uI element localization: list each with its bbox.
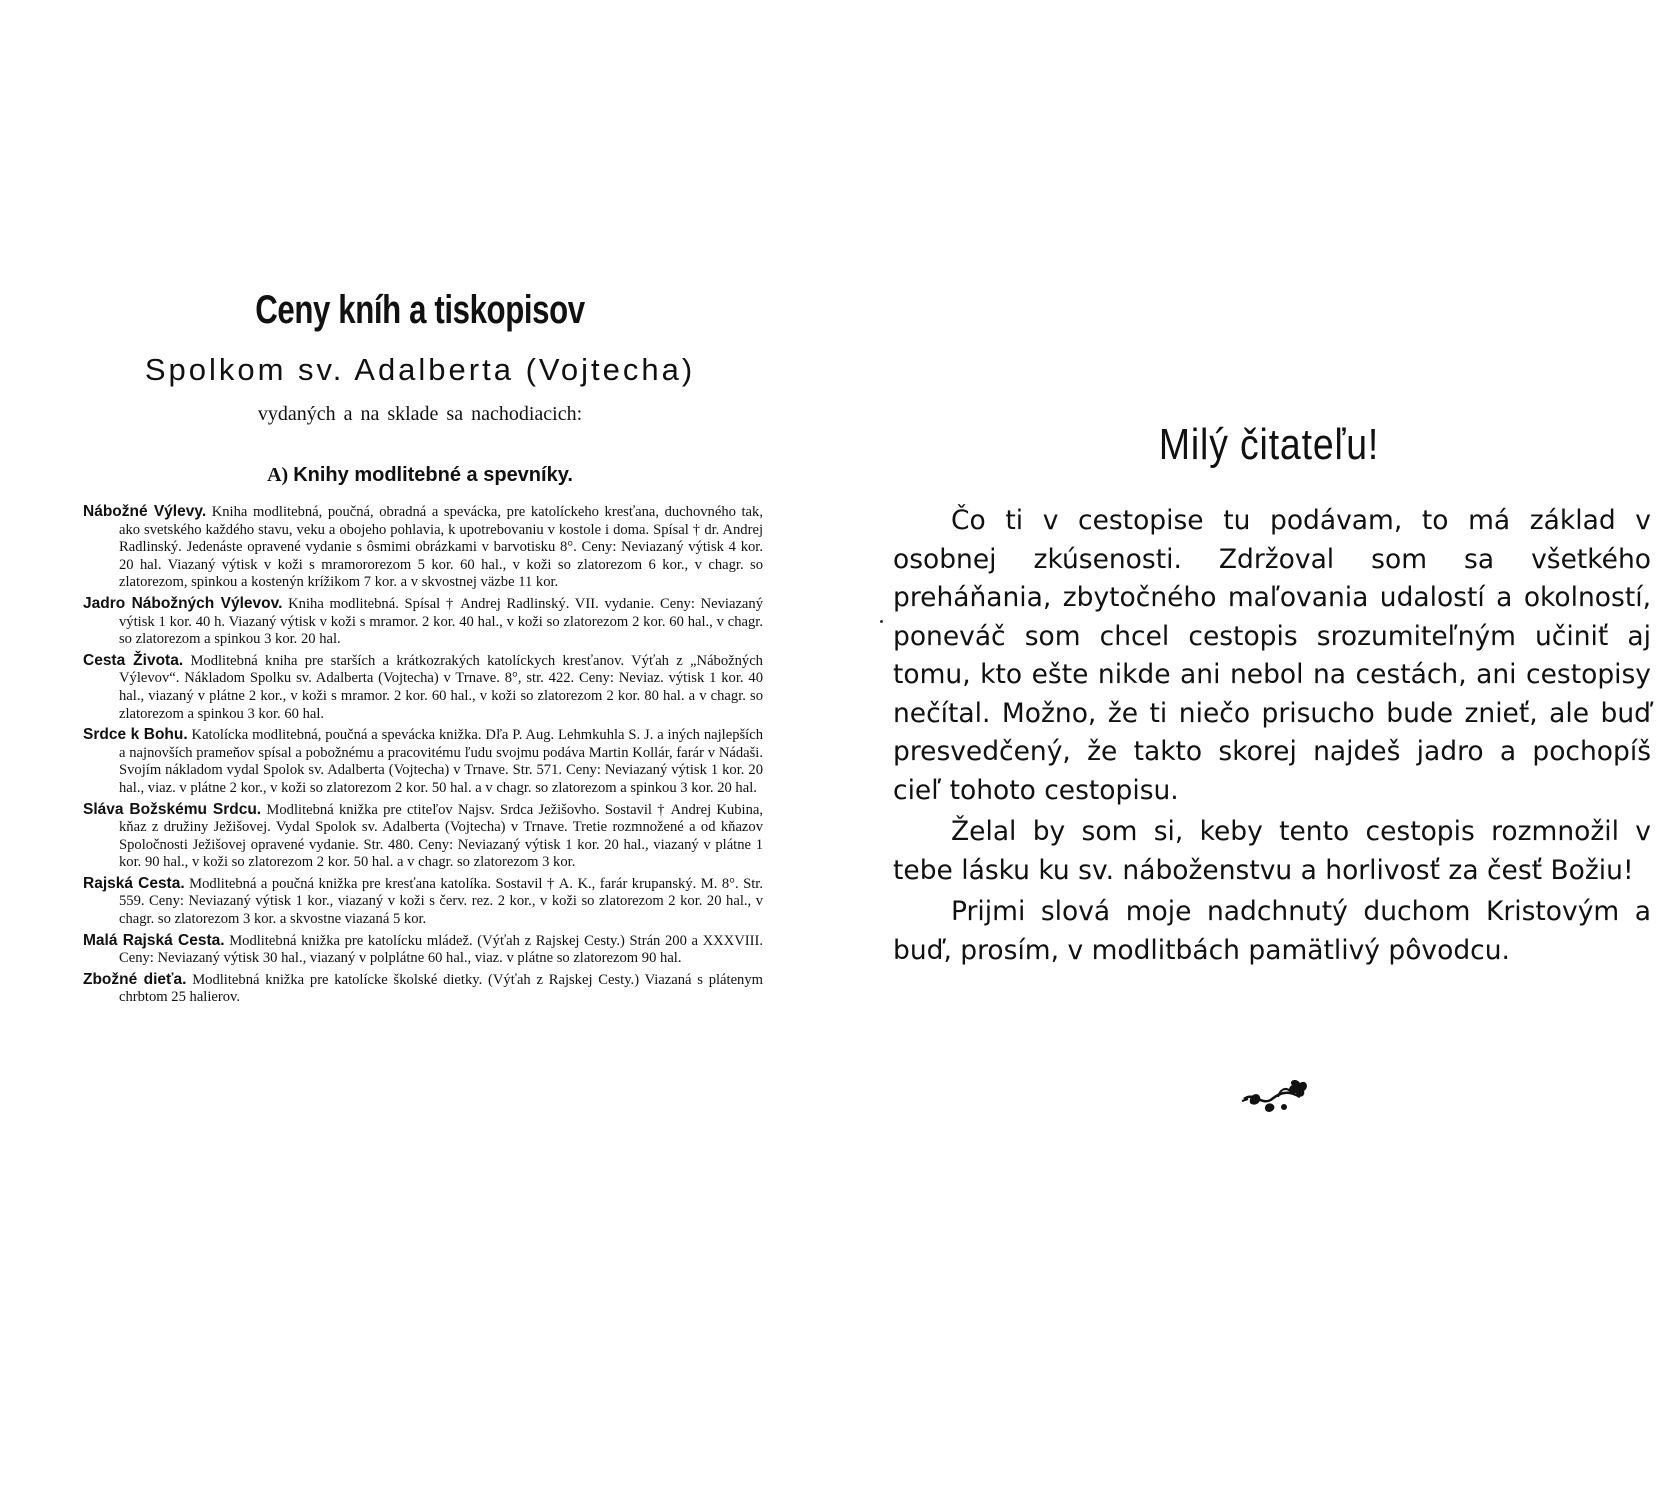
book-entry <box>83 932 763 968</box>
book-list <box>83 503 763 1010</box>
book-title: Nábožné Výlevy. <box>83 503 207 520</box>
book-description: Modlitebná a poučná knižka pre kresťana katolíka. Sostavil † A. K., farár krupanský. M. 8°. Str. 559. Ceny: Neviazaný výtisk 1 kor., viazaný v koži s červ. rez. 2 kor., v koži so zlatorezom 2 kor. 20 hal., v chagr. so zlatorezom 3 kor. a skvostne viazaná 5 kor. <box>119 875 763 928</box>
book-description: Kniha modlitebná, poučná, obradná a spevácka, pre katolíckeho kresťana, duchovného tak, ako svetského každého stavu, veku a obojeho pohlavia, k upotrebovaniu v kostole i doma. Spísal † dr. Andrej Radlinský. Jedenáste opravené vydanie s ôsmimi obrázkami v barvotisku 8°. Ceny: Neviazaný výtisk 4 kor. 20 hal. Viazaný výtisk v koži s mramororezom 5 kor. 60 hal., v koži so zlatorezom 6 kor., v chagr. so zlatorezom, spinkou a kostenýn krížikom 7 kor. a v skvostnej väzbe 11 kor. <box>119 504 763 591</box>
book-entry <box>83 801 763 872</box>
book-entry <box>83 652 763 723</box>
section-label: Knihy modlitebné a spevníky. <box>293 464 573 486</box>
book-description: Modlitebná knižka pre ctiteľov Najsv. Srdca Ježišovho. Sostavil † Andrej Kubina, kňaz z družiny Ježišovej. Vydal Spolok sv. Adalberta (Vojtecha) v Trnave. Tretie rozmnožené a od kňazov Spoločnosti Ježišovej opravené vydanie. Str. 480. Ceny: Neviazaný výtisk 1 kor. 20 hal., viazaný v plátne 1 kor. 90 hal., v koži so zlatorezom 2 kor. 50 hal. a v chagr. so zlatorezom 3 kor. <box>119 801 764 871</box>
book-description: Modlitebná kniha pre starších a krátkozrakých katolíckych kresťanov. Výťah z „Nábožných Výlevov“. Nákladom Spolku sv. Adalberta (Vojtecha) v Trnave. 8°, str. 422. Ceny: Neviaz. výtisk 1 kor. 40 hal., viazaný v plátne 2 kor., v koži s mramor. 2 kor. 60 hal., v koži so zlatorezom 2 kor. 80 hal. a v chagr. so zlatorezom a spinkou 3 kor. 60 hal. <box>119 652 763 722</box>
floral-vignette-icon <box>1240 1077 1312 1117</box>
price-list-title: Ceny kníh a tiskopisov <box>255 288 585 332</box>
book-entry <box>83 726 763 797</box>
book-title: Malá Rajská Cesta. <box>83 931 225 949</box>
book-description: Modlitebná knižka pre katolícku mládež. (Výťah z Rajskej Cesty.) Strán 200 a XXXVIII. Ceny: Neviazaný výtisk 30 hal., viazaný v polplátne 60 hal., viaz. v plátne so zlatorezom 90 hal. <box>119 932 763 967</box>
section-heading <box>60 464 780 487</box>
foreword-paragraph: Čo ti v cestopise tu podávam, to má základ v osobnej zkúsenosti. Zdržoval som sa všetkého preháňania, zbytočného maľovania udalostí a okolností, poneváč som chcel cestopis srozumiteľným učiniť aj tomu, kto ešte nikde ani nebol na cestách, ani cestopisy nečítal. Možno, že ti niečo prisucho bude znieť, ale buď presvedčený, že takto skorej najdeš jadro a pochopíš cieľ tohoto cestopisu. <box>893 505 1651 806</box>
reader-greeting-heading: Milý čitateľu! <box>1158 420 1380 469</box>
book-title: Sláva Božskému Srdcu. <box>83 800 262 818</box>
book-title: Cesta Života. <box>83 651 184 669</box>
book-title: Rajská Cesta. <box>83 874 185 892</box>
foreword-paragraph: Prijmi slová moje nadchnutý duchom Kristovým a buď, prosím, v modlitbách pamätlivý pôvodcu. <box>893 896 1651 966</box>
book-description: Kniha modlitebná. Spísal † Andrej Radlinský. VII. vydanie. Ceny: Neviazaný výtisk 1 kor. 40 h. Viazaný výtisk v koži s mramor. 2 kor. 40 hal., v koži so zlatorezom 2 kor. 60 hal., v chagr. so zlatorezom a spinkou 3 kor. 20 hal. <box>119 595 763 648</box>
section-letter: A) <box>267 464 289 486</box>
book-entry <box>83 595 763 649</box>
book-title: Zbožné dieťa. <box>83 970 187 988</box>
book-entry <box>83 503 763 592</box>
book-description: Modlitebná knižka pre katolícke školské dietky. (Výťah z Rajskej Cesty.) Viazaná s plátenym chrbtom 25 halierov. <box>119 971 764 1006</box>
publisher-subtitle: Spolkom sv. Adalberta (Vojtecha) <box>144 352 696 387</box>
print-speck <box>880 620 883 623</box>
foreword-text <box>893 502 1651 973</box>
book-description: Katolícka modlitebná, poučná a spevácka knižka. Dľa P. Aug. Lehmkuhla S. J. a iných najlepších a najnovších prameňov spísal a pobožnému a pracovitému ľudu svojmu podáva Martin Kollár, farár v Nádaši. Svojím nákladom vydal Spolok sv. Adalberta (Vojtecha) v Trnave. Str. 571. Ceny: Neviazaný výtisk 1 kor. 20 hal., viaz. v plátne 2 kor., v koži so zlatorezom 2 kor. 50 hal. a v chagr. so zlatorezom a spinkou 3 kor. 20 hal. <box>119 727 764 796</box>
book-title: Srdce k Bohu. <box>83 726 188 744</box>
book-entry <box>83 971 763 1007</box>
foreword-paragraph: Želal by som si, keby tento cestopis rozmnožil v tebe lásku ku sv. náboženstvu a horlivosť za česť Božiu! <box>893 816 1651 886</box>
book-title: Jadro Nábožných Výlevov. <box>83 594 283 612</box>
availability-subtitle: vydaných a na sklade sa nachodiacich: <box>257 403 583 425</box>
book-entry <box>83 875 763 929</box>
